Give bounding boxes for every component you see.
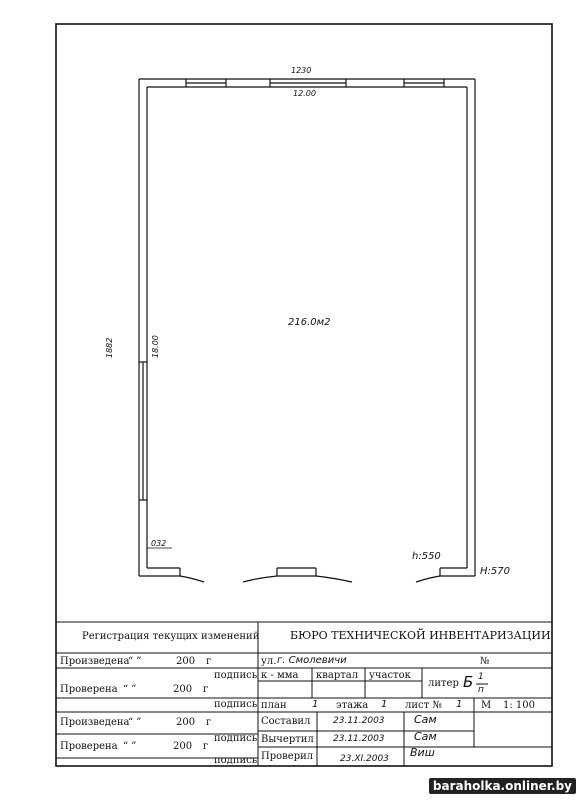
reg-row-1-quote: “ ” [128,656,142,667]
watermark: baraholka.onliner.by [429,778,576,794]
liter-fraction-bottom: п [478,685,484,695]
reg-row-3-quote: “ ” [128,717,142,728]
reg-row-4-quote: “ ” [123,741,137,752]
reg-row-2-signature: подпись [214,699,258,710]
uchastok-label: участок [369,670,411,681]
reg-row-1-year: 200 [176,656,196,667]
vychertil-label: Вычертил [261,734,314,745]
plan-value: 1 [312,699,319,710]
proveril-date: 23.XI.2003 [340,754,389,764]
reg-row-1-label: Произведена [60,656,130,667]
kmma-label: к - мма [261,670,299,681]
registration-title: Регистрация текущих изменений [82,631,260,642]
dim-left-outer: 1882 [105,337,114,358]
reg-row-4-label: Проверена [60,741,118,752]
reg-row-3-g: г [206,717,212,728]
list-label: лист № [405,700,442,711]
dim-left-inner: 18.00 [151,335,160,358]
list-value: 1 [456,699,463,710]
height-outer: H:570 [480,566,510,577]
room-area: 216.0м2 [288,317,331,328]
dim-top-outer: 1230 [291,66,312,75]
sostavil-date: 23.11.2003 [333,716,385,726]
number-label: № [480,656,490,667]
reg-row-4-g: г [203,741,209,752]
street-value: г. Смолевичи [277,655,347,666]
reg-row-4-year: 200 [173,741,193,752]
reg-row-3-year: 200 [176,717,196,728]
etazh-label: этажа [336,700,369,711]
reg-row-3-label: Произведена [60,717,130,728]
liter-fraction-top: 1 [478,672,484,682]
scale-value: 1: 100 [503,700,535,711]
sostavil-sign: Сам [414,713,437,726]
reg-row-3-signature: подпись [214,733,258,744]
proveril-label: Проверил [261,751,314,762]
liter-label: литер [428,678,459,689]
reg-row-2-year: 200 [173,684,193,695]
vychertil-sign: Сам [414,730,437,743]
liter-value: Б [463,673,474,691]
reg-row-2-label: Проверена [60,684,118,695]
plan-label: план [261,700,287,711]
reg-row-4-signature: подпись [214,755,258,766]
reg-row-1-signature: подпись [214,670,258,681]
kvartal-label: квартал [316,670,359,681]
dim-top-inner: 12.00 [293,89,316,98]
street-label: ул. [261,656,277,667]
reg-row-1-g: г [206,656,212,667]
m-label: М [481,700,492,711]
reg-row-2-g: г [203,684,209,695]
height-inner: h:550 [412,551,441,562]
reg-row-2-quote: “ ” [123,684,137,695]
proveril-sign: Виш [410,746,435,759]
sostavil-label: Составил [261,716,311,727]
dim-small: 032 [151,539,167,548]
vychertil-date: 23.11.2003 [333,734,385,744]
etazh-value: 1 [381,699,388,710]
bureau-title: БЮРО ТЕХНИЧЕСКОЙ ИНВЕНТАРИЗАЦИИ [290,629,551,642]
building-walls [139,79,475,582]
